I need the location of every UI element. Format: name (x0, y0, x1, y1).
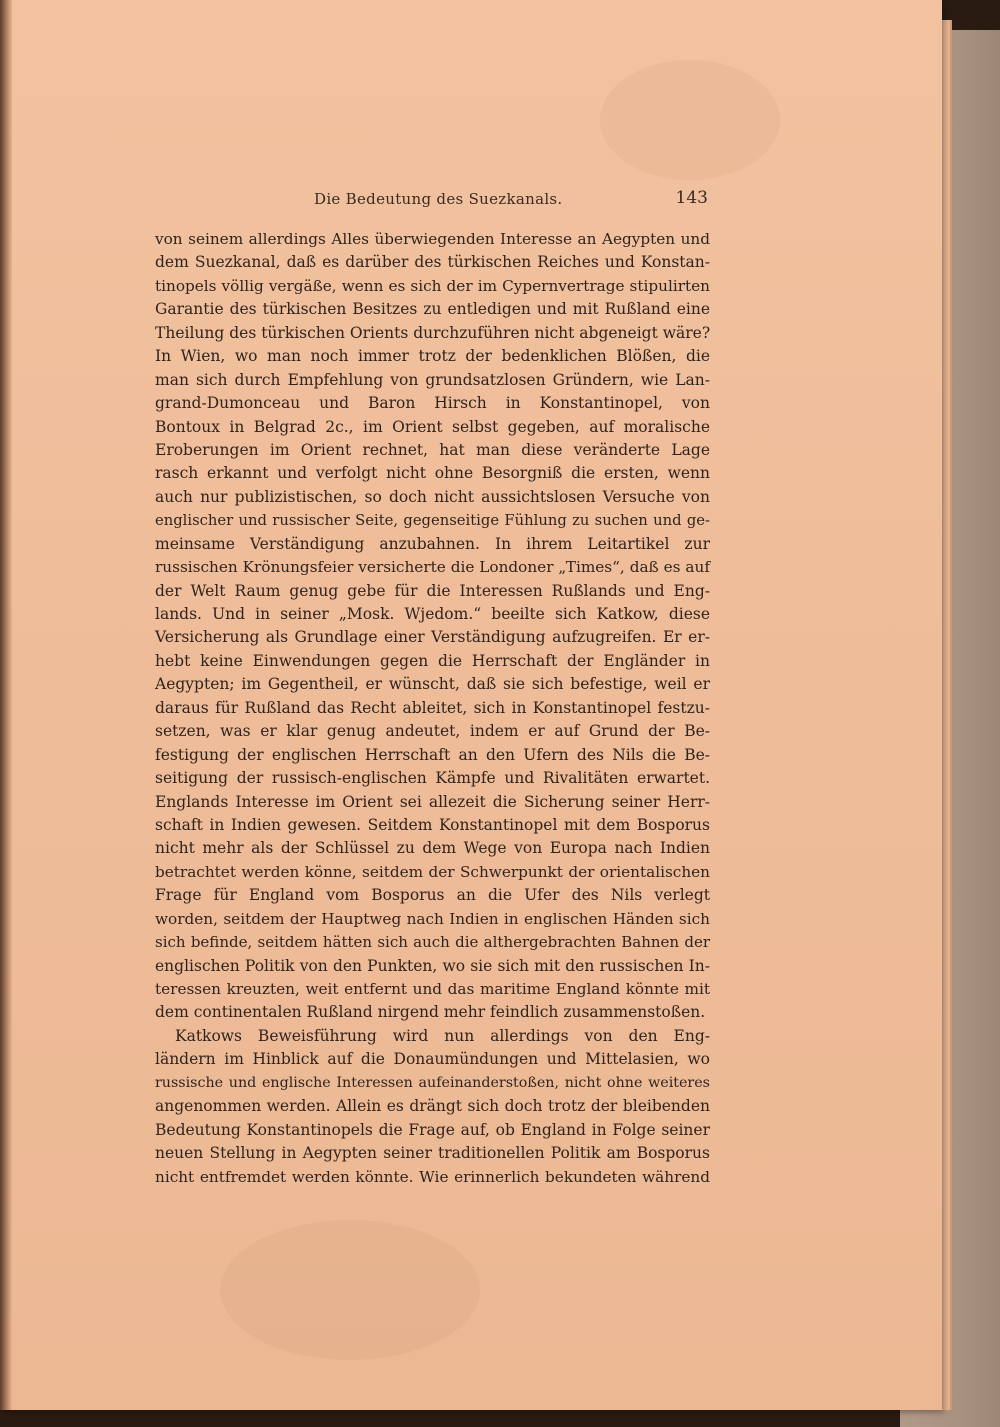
text-line: angenommen werden. Allein es drängt sich doch trotz der bleibenden (155, 1097, 710, 1116)
text-line: Aegypten; im Gegentheil, er wünscht, daß sie sich befestige, weil er (155, 675, 710, 694)
text-line: setzen, was er klar genug andeutet, indem er auf Grund der Be- (155, 722, 710, 741)
text-line: dem Suezkanal, daß es darüber des türkischen Reiches und Konstan- (155, 253, 710, 272)
text-line: englischen Politik von den Punkten, wo sie sich mit den russischen In- (155, 956, 710, 975)
text-line: russische und englische Interessen aufeinanderstoßen, nicht ohne weiteres (155, 1074, 710, 1091)
paragraph-2 (155, 1025, 710, 1189)
text-line: grand-Dumonceau und Baron Hirsch in Konstantinopel, von (155, 394, 710, 413)
text-line: teressen kreuzten, weit entfernt und das maritime England könnte mit (155, 980, 710, 998)
text-line: von seinem allerdings Alles überwiegenden Interesse an Aegypten und (155, 230, 710, 248)
text-line: lands. Und in seiner „Mosk. Wjedom.“ beeilte sich Katkow, diese (155, 605, 710, 623)
text-line: nicht mehr als der Schlüssel zu dem Wege von Europa nach Indien (155, 839, 710, 858)
text-line: auch nur publizistischen, so doch nicht aussichtslosen Versuche von (155, 487, 710, 506)
running-title: Die Bedeutung des Suezkanals. (314, 190, 563, 208)
text-line: seitigung der russisch-englischen Kämpfe und Rivalitäten erwartet. (155, 769, 710, 788)
text-line: tinopels völlig vergäße, wenn es sich der im Cypernvertrage stipulirten (155, 276, 710, 295)
text-line: daraus für Rußland das Recht ableitet, sich in Konstantinopel festzu- (155, 698, 710, 717)
text-line: dem continentalen Rußland nirgend mehr feindlich zusammenstoßen. (155, 1003, 706, 1022)
text-line: festigung der englischen Herrschaft an den Ufern des Nils die Be- (155, 745, 710, 764)
text-line: Bedeutung Konstantinopels die Frage auf, ob England in Folge seiner (155, 1120, 710, 1139)
paper-stain (600, 60, 780, 180)
text-line: Versicherung als Grundlage einer Verständigung aufzugreifen. Er er- (155, 628, 710, 647)
text-line: meinsame Verständigung anzubahnen. In ihrem Leitartikel zur (155, 534, 710, 553)
text-line: schaft in Indien gewesen. Seitdem Konstantinopel mit dem Bosporus (155, 815, 710, 834)
page-gutter (0, 0, 12, 1410)
text-line: der Welt Raum genug gebe für die Interessen Rußlands und Eng- (155, 581, 710, 600)
text-line: Garantie des türkischen Besitzes zu entledigen und mit Rußland eine (155, 300, 710, 319)
text-line: man sich durch Empfehlung von grundsatzlosen Gründern, wie Lan- (155, 370, 710, 389)
paragraph-1 (155, 228, 710, 1025)
text-line: Bontoux in Belgrad 2c., im Orient selbst gegeben, auf moralische (155, 417, 710, 436)
text-line: neuen Stellung in Aegypten seiner traditionellen Politik am Bosporus (155, 1144, 710, 1163)
text-line: englischer und russischer Seite, gegenseitige Fühlung zu suchen und ge- (155, 512, 710, 530)
running-header (158, 190, 708, 220)
text-line: Englands Interesse im Orient sei allezeit die Sicherung seiner Herr- (155, 792, 710, 811)
text-line: betrachtet werden könne, seitdem der Schwerpunkt der orientalischen (155, 862, 710, 881)
text-line: Theilung des türkischen Orients durchzuführen nicht abgeneigt wäre? (155, 323, 711, 342)
text-line: rasch erkannt und verfolgt nicht ohne Besorgniß die ersten, wenn (155, 464, 710, 483)
text-line: ländern im Hinblick auf die Donaumündungen und Mittelasien, wo (155, 1050, 710, 1069)
text-line: Eroberungen im Orient rechnet, hat man diese veränderte Lage (155, 440, 710, 459)
text-line: worden, seitdem der Hauptweg nach Indien in englischen Händen sich (155, 909, 710, 928)
text-line: hebt keine Einwendungen gegen die Herrschaft der Engländer in (155, 651, 710, 670)
body-text (155, 228, 710, 1189)
text-line: sich befinde, seitdem hätten sich auch die althergebrachten Bahnen der (155, 933, 710, 952)
text-line: Frage für England vom Bosporus an die Ufer des Nils verlegt (155, 886, 710, 905)
text-line: In Wien, wo man noch immer trotz der bedenklichen Blößen, die (155, 347, 710, 366)
text-line: nicht entfremdet werden könnte. Wie erinnerlich bekundeten während (155, 1167, 710, 1186)
page-number: 143 (675, 188, 708, 208)
text-line: Katkows Beweisführung wird nun allerdings von den Eng- (175, 1026, 710, 1045)
text-line: russischen Krönungsfeier versicherte die Londoner „Times“, daß es auf (155, 558, 710, 577)
paper-stain (220, 1220, 480, 1360)
